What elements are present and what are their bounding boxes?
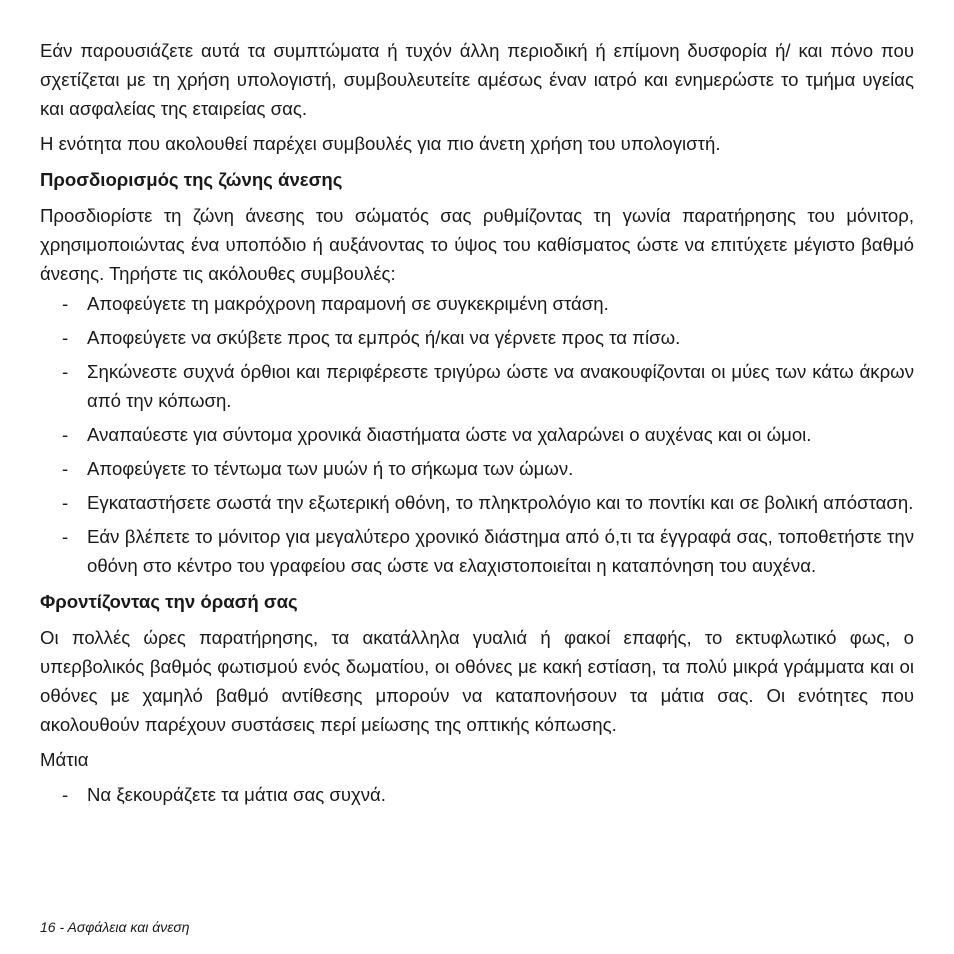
list-item-text: Σηκώνεστε συχνά όρθιοι και περιφέρεστε τριγύρω ώστε να ανακουφίζονται οι μύες των κάτω άκρων από την κόπωση. <box>87 361 914 411</box>
list-item <box>40 488 914 517</box>
comfort-tips-list <box>40 289 914 580</box>
paragraph-symptoms: Εάν παρουσιάζετε αυτά τα συμπτώματα ή τυχόν άλλη περιοδική ή επίμονη δυσφορία ή/ και πόνο που σχετίζεται με τη χρήση υπολογιστή, συμβουλευτείτε αμέσως έναν ιατρό και ενημερώστε το τμήμα υγείας και ασφαλείας της εταιρείας σας. <box>40 40 914 119</box>
heading-vision-care: Φροντίζοντας την όρασή σας <box>40 591 298 612</box>
list-item <box>40 323 914 352</box>
page-footer: 16 - Ασφάλεια και άνεση <box>40 919 190 935</box>
heading-comfort-zone: Προσδιορισμός της ζώνης άνεσης <box>40 169 343 190</box>
list-item <box>40 420 914 449</box>
bullet-dash: - <box>62 784 69 805</box>
list-item <box>40 780 914 809</box>
list-item-text: Αναπαύεστε για σύντομα χρονικά διαστήματα ώστε να χαλαρώνει ο αυχένας και οι ώμοι. <box>87 424 812 445</box>
paragraph-comfort-zone: Προσδιορίστε τη ζώνη άνεσης του σώματός σας ρυθμίζοντας τη γωνία παρατήρησης του μόνιτορ, χρησιμοποιώντας ένα υποπόδιο ή αυξάνοντας το ύψος του καθίσματος ώστε να επιτύχετε μέγιστο βαθμό άνεσης. Τηρήστε τις ακόλουθες συμβουλές: <box>40 205 914 284</box>
list-item <box>40 454 914 483</box>
list-item-text: Εάν βλέπετε το μόνιτορ για μεγαλύτερο χρονικό διάστημα από ό,τι τα έγγραφά σας, τοποθετήστε την οθόνη στο κέντρο του γραφείου σας ώστε να ελαχιστοποιείται η καταπόνηση του αυχένα. <box>87 526 914 576</box>
paragraph-intro-tips: Η ενότητα που ακολουθεί παρέχει συμβουλές για πιο άνετη χρήση του υπολογιστή. <box>40 133 721 154</box>
bullet-dash: - <box>62 327 69 348</box>
eye-tips-list <box>40 780 914 809</box>
list-item <box>40 289 914 318</box>
list-item <box>40 357 914 415</box>
list-item <box>40 522 914 580</box>
bullet-dash: - <box>62 458 69 479</box>
list-item-text: Αποφεύγετε τη μακρόχρονη παραμονή σε συγκεκριμένη στάση. <box>87 293 609 314</box>
list-item-text: Αποφεύγετε το τέντωμα των μυών ή το σήκωμα των ώμων. <box>87 458 574 479</box>
bullet-dash: - <box>62 293 69 314</box>
list-item-text: Αποφεύγετε να σκύβετε προς τα εμπρός ή/και να γέρνετε προς τα πίσω. <box>87 327 681 348</box>
bullet-dash: - <box>62 492 69 513</box>
subheading-eyes: Μάτια <box>40 749 89 770</box>
document-body <box>40 36 914 816</box>
bullet-dash: - <box>62 361 69 382</box>
list-item-text: Να ξεκουράζετε τα μάτια σας συχνά. <box>87 784 386 805</box>
list-item-text: Εγκαταστήσετε σωστά την εξωτερική οθόνη, το πληκτρολόγιο και το ποντίκι και σε βολική απόσταση. <box>87 492 914 513</box>
bullet-dash: - <box>62 526 69 547</box>
paragraph-eye-strain: Οι πολλές ώρες παρατήρησης, τα ακατάλληλα γυαλιά ή φακοί επαφής, το εκτυφλωτικό φως, ο υπερβολικός βαθμός φωτισμού ενός δωματίου, οι οθόνες με κακή εστίαση, τα πολύ μικρά γράμματα και οι οθόνες με χαμηλό βαθμό αντίθεσης μπορούν να καταπονήσουν τα μάτια σας. Οι ενότητες που ακολουθούν παρέχουν συστάσεις περί μείωσης της οπτικής κόπωσης. <box>40 627 914 735</box>
bullet-dash: - <box>62 424 69 445</box>
